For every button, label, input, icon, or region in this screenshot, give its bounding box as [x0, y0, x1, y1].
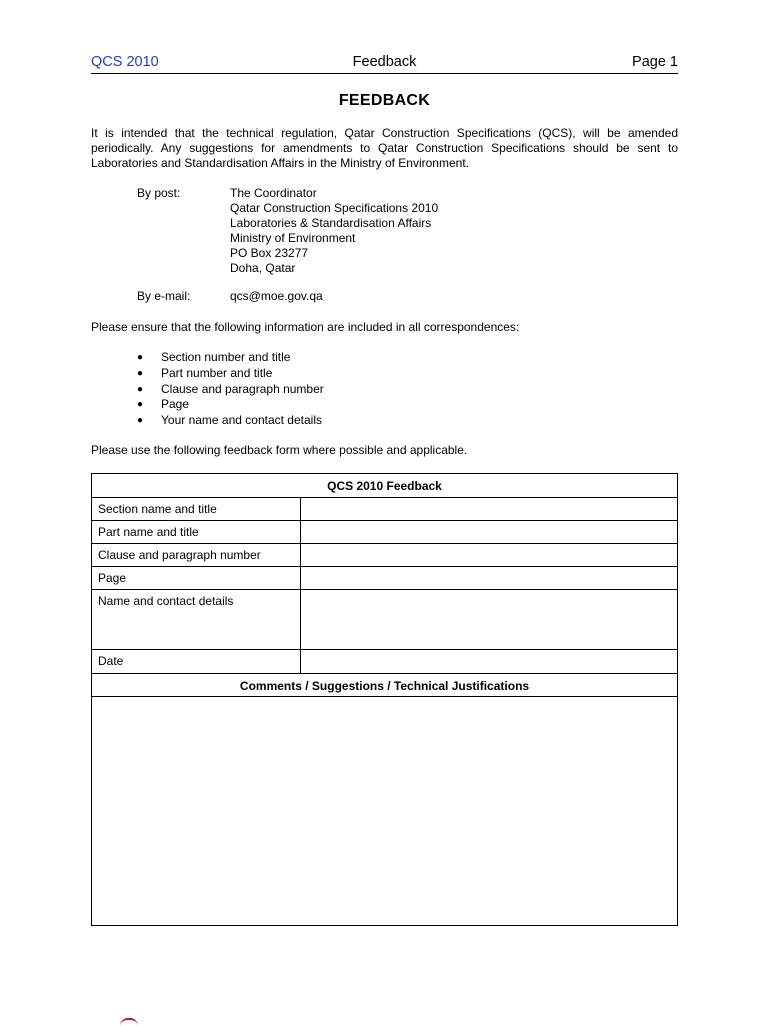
- clause-number-field[interactable]: [301, 544, 677, 566]
- comments-field[interactable]: [92, 697, 677, 925]
- ensure-paragraph: Please ensure that the following information are included in all correspondences:: [91, 320, 520, 334]
- field-label: Date: [92, 650, 301, 673]
- post-label: By post:: [137, 186, 181, 200]
- comments-header-row: [92, 674, 677, 697]
- date-field[interactable]: [301, 650, 677, 673]
- section-name-field[interactable]: [301, 498, 677, 520]
- required-info-list: [137, 350, 324, 429]
- email-address-link[interactable]: qcs@moe.gov.qa: [230, 289, 323, 303]
- table-row: [92, 544, 677, 567]
- field-label: Page: [92, 567, 301, 589]
- bullet-icon: ●: [137, 399, 144, 411]
- header-page-number: Page 1: [632, 54, 678, 70]
- page-field[interactable]: [301, 567, 677, 589]
- address-line: Doha, Qatar: [230, 261, 296, 275]
- header-section-title: Feedback: [352, 54, 417, 70]
- bullet-icon: ●: [137, 383, 144, 395]
- field-label: Part name and title: [92, 521, 301, 543]
- table-row: [92, 521, 677, 544]
- field-label: Clause and paragraph number: [92, 544, 301, 566]
- field-label: Name and contact details: [92, 590, 301, 649]
- form-title-row: [92, 474, 677, 498]
- email-label: By e-mail:: [137, 289, 191, 303]
- contact-details-field[interactable]: [301, 590, 677, 649]
- field-label: Section name and title: [92, 498, 301, 520]
- list-item: ● Clause and paragraph number: [137, 381, 324, 396]
- bullet-icon: ●: [137, 415, 144, 426]
- post-address: [230, 186, 438, 276]
- list-item: ● Section number and title: [137, 350, 291, 364]
- header-doc-code: QCS 2010: [91, 54, 159, 70]
- feedback-form-table: [91, 473, 678, 926]
- bullet-icon: ●: [137, 367, 144, 379]
- bullet-icon: ●: [137, 352, 144, 363]
- table-row: [92, 567, 677, 590]
- table-row: [92, 650, 677, 674]
- use-form-paragraph: Please use the following feedback form where possible and applicable.: [91, 443, 468, 457]
- table-row: [92, 498, 677, 521]
- address-line: The Coordinator: [230, 186, 317, 200]
- part-name-field[interactable]: [301, 521, 677, 543]
- footer-logo-icon: [120, 1018, 138, 1026]
- table-row: [92, 590, 677, 650]
- page-title: FEEDBACK: [338, 92, 431, 109]
- address-line: Qatar Construction Specifications 2010: [230, 201, 439, 215]
- intro-paragraph: It is intended that the technical regulation, Qatar Construction Specifications (QCS), will be amended periodically. Any suggestions for amendments to Qatar Construction Specifications should be sent to Laboratories and Standardisation Affairs in the Ministry of Environment.: [91, 126, 678, 170]
- page-header: [91, 52, 678, 74]
- comments-header: Comments / Suggestions / Technical Justifications: [239, 679, 530, 693]
- form-title: QCS 2010 Feedback: [327, 479, 442, 493]
- address-line: PO Box 23277: [230, 246, 309, 260]
- address-line: Ministry of Environment: [230, 231, 356, 245]
- list-item: ● Part number and title: [137, 365, 273, 380]
- address-line: Laboratories & Standardisation Affairs: [230, 216, 432, 230]
- list-item: ● Page: [137, 397, 190, 412]
- list-item: ● Your name and contact details: [137, 413, 322, 427]
